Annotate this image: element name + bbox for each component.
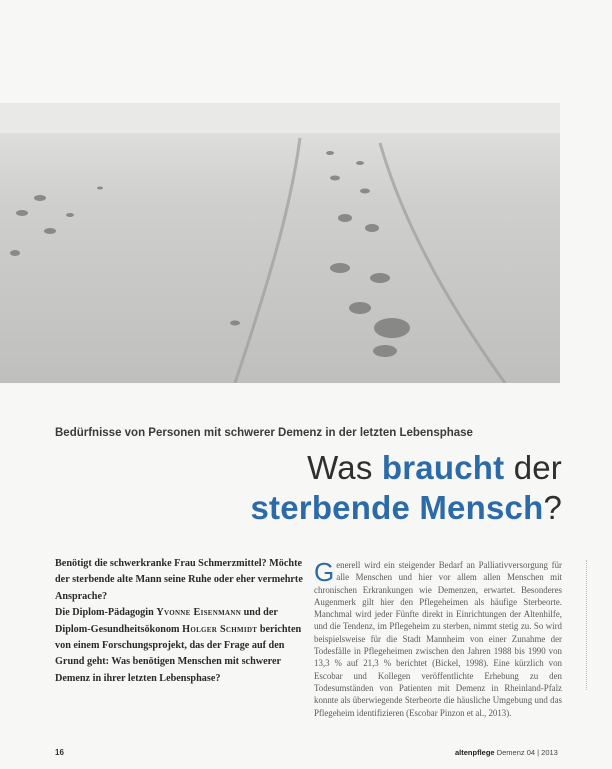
article-body xyxy=(314,559,562,737)
article-intro xyxy=(55,556,303,687)
intro-authors: Die Diplom-Pädagogin Yvonne Eisenmann und der Diplom-Gesundheitsökonom Holger Schmidt berichten von einem Forschungsprojekt, das der Frage auf den Grund geht: Was benötigen Menschen mit schwerer Demenz in ihrer letzten Lebensphase? xyxy=(55,607,302,684)
title-line-2: sterbende Mensch? xyxy=(250,489,562,526)
drop-cap: G xyxy=(314,559,335,587)
title-line-1: Was braucht der xyxy=(307,449,562,486)
article-title xyxy=(150,448,562,528)
cover-photo-footprints-in-snow xyxy=(0,103,560,383)
intro-questions: Benötigt die schwerkranke Frau Schmerzmittel? Möchte der sterbende alte Mann seine Ruhe oder eher vermehrte Ansprache? xyxy=(55,558,303,602)
page-number: 16 xyxy=(55,748,64,757)
author-name-2: Holger Schmidt xyxy=(182,623,258,635)
article-kicker: Bedürfnisse von Personen mit schwerer Demenz in der letzten Lebensphase xyxy=(55,427,473,439)
author-name-1: Yvonne Eisenmann xyxy=(156,607,242,619)
body-text: enerell wird ein steigender Bedarf an Palliativversorgung für alle Menschen und hier vor allem allen Menschen mit chronischen Erkrankungen wie Demenzen, erwartet. Besonderes Augenmerk gilt hier den Pflegeheimen als häufige Sterbeorte. Manchmal wird jeder Fünfte direkt in Einrichtungen der Altenhilfe, und die Tendenz, im Pflegeheim zu sterben, nimmt stetig zu. So wird beispielsweise für die Stadt Mannheim von einer Zunahme der Todesfälle in Pflegeheimen zwischen den Jahren 1988 bis 1990 von 13,3 % auf 21,3 % berichtet (Bickel, 1998). Eine kürzlich von Escobar und Kollegen veröffentlichte Erhebung zu den Todesumständen von Patienten mit Demenz in Rheinland-Pfalz konnte als überwiegende Sterbeorte die häusliche Umgebung und das Pflegeheim identifizieren (Escobar Pinzon et al., 2013). xyxy=(314,560,562,718)
photo-credit-margin xyxy=(586,560,593,690)
journal-footer: altenpflege Demenz 04 | 2013 xyxy=(455,748,558,757)
